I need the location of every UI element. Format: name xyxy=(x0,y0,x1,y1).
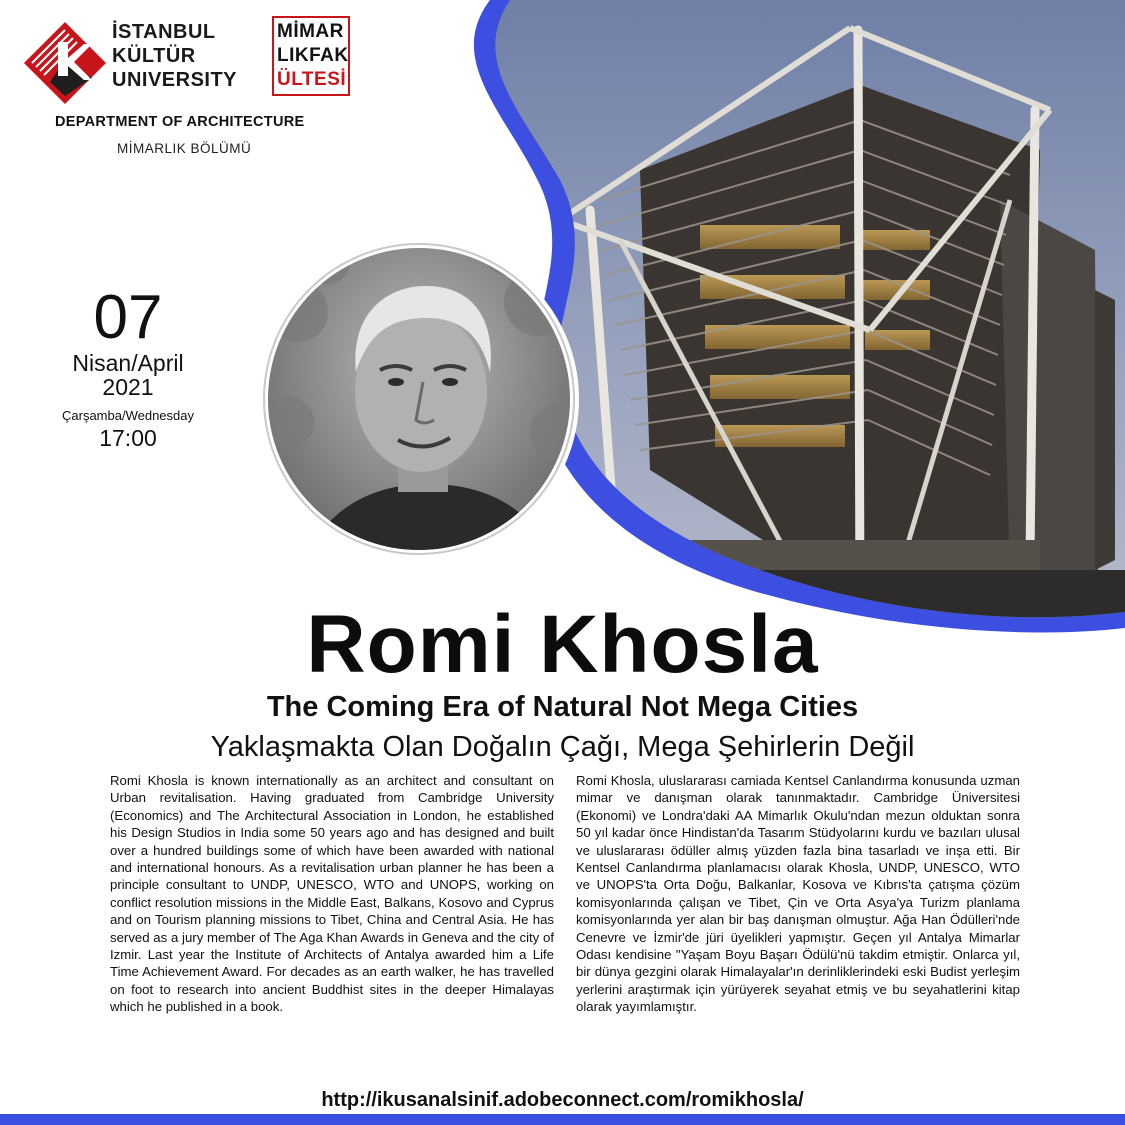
faculty-logo-line: LIKFAK xyxy=(277,45,349,66)
speaker-bio-en: Romi Khosla is known internationally as an architect and consultant on Urban revitalisation. Having graduated from Cambridge University (Economics) and The Architectural Association in London, he established his Design Studios in India some 50 years ago and has designed and built over a hundred buildings some of which have been awarded with national and international honours. As a revitalisation urban planner he has been a principle consultant to UNDP, UNESCO, WTO and UNOPS, working on conflict resolution missions in the Middle East, Balkans, Kosovo and Cyprus and on Tourism planning missions to Tibet, China and Central Asia. He has served as a jury member of The Aga Khan Awards in Geneva and the city of Izmir. Last year the Institute of Architects of Antalya awarded him a Life Time Achievement Award. For decades as an earth walker, he has travelled on foot to research into ancient Buddhist sites in the deeper Himalayas which he published in a book. xyxy=(110,773,554,1015)
event-day: 07 xyxy=(93,283,163,352)
speaker-portrait xyxy=(258,222,580,578)
speaker-bio-tr: Romi Khosla, uluslararası camiada Kentsel Canlandırma konusunda uzman mimar ve danışman olarak tanınmaktadır. Cambridge Üniversitesi (Ekonomi) ve Londra'daki AA Mimarlık Okulu'ndan mezun olduktan sonra 50 yıl kadar önce Hindistan'da Tasarım Stüdyolarını kurdu ve bazıları ulusal ve uluslararası ödüller almış yüzden fazla bina tasarladı ve inşa etti. Bir Kentsel Canlandırma planlamacısı olarak Khosla, UNDP, UNESCO, WTO ve UNOPS'ta Orta Doğu, Balkanlar, Kosova ve Kıbrıs'ta çatışma çözüm komisyonlarında çalışan ve Tibet, Çin ve Orta Asya'ya Turizm planlama komisyonlarında yer alan bir baş danışman olmuştur. Ağa Han Ödülleri'nde Cenevre ve İzmir'de jüri üyelikleri yapmıştır. Geçen yıl Antalya Mimarlar Odası kendisine "Yaşam Boyu Başarı Ödülü'nü takdim etmiştir. Onlarca yıl, bir dünya gezgini olarak Himalayalar'ın derinliklerindeki eski Budist yerleşim yerlerini araştırmak için yürüyerek seyahat etmiş ve bu seyahatlerini kitap olarak yayımlamıştır. xyxy=(576,773,1020,1015)
department-title-tr: MİMARLIK BÖLÜMÜ xyxy=(117,141,252,156)
university-name-line: İSTANBUL xyxy=(112,21,216,43)
talk-title-tr: Yaklaşmakta Olan Doğalın Çağı, Mega Şehirlerin Değil xyxy=(210,731,915,763)
university-logo xyxy=(22,20,108,106)
university-name-line: UNIVERSITY xyxy=(112,69,238,91)
bottom-accent-bar xyxy=(0,1114,1125,1125)
faculty-logo-line: ÜLTESİ xyxy=(277,69,347,90)
department-title-en: DEPARTMENT OF ARCHITECTURE xyxy=(55,114,305,130)
speaker-name: Romi Khosla xyxy=(306,599,819,690)
faculty-logo xyxy=(272,16,350,96)
university-name-line: KÜLTÜR xyxy=(112,45,196,67)
university-name xyxy=(112,20,272,92)
event-link[interactable]: http://ikusanalsinif.adobeconnect.com/romikhosla/ xyxy=(321,1089,804,1111)
event-month: Nisan/April xyxy=(72,350,184,376)
faculty-logo-line: MİMAR xyxy=(277,21,344,42)
event-time: 17:00 xyxy=(99,425,157,451)
event-weekday: Çarşamba/Wednesday xyxy=(62,408,194,423)
event-year: 2021 xyxy=(102,374,154,400)
talk-title-en: The Coming Era of Natural Not Mega Cities xyxy=(266,691,859,723)
